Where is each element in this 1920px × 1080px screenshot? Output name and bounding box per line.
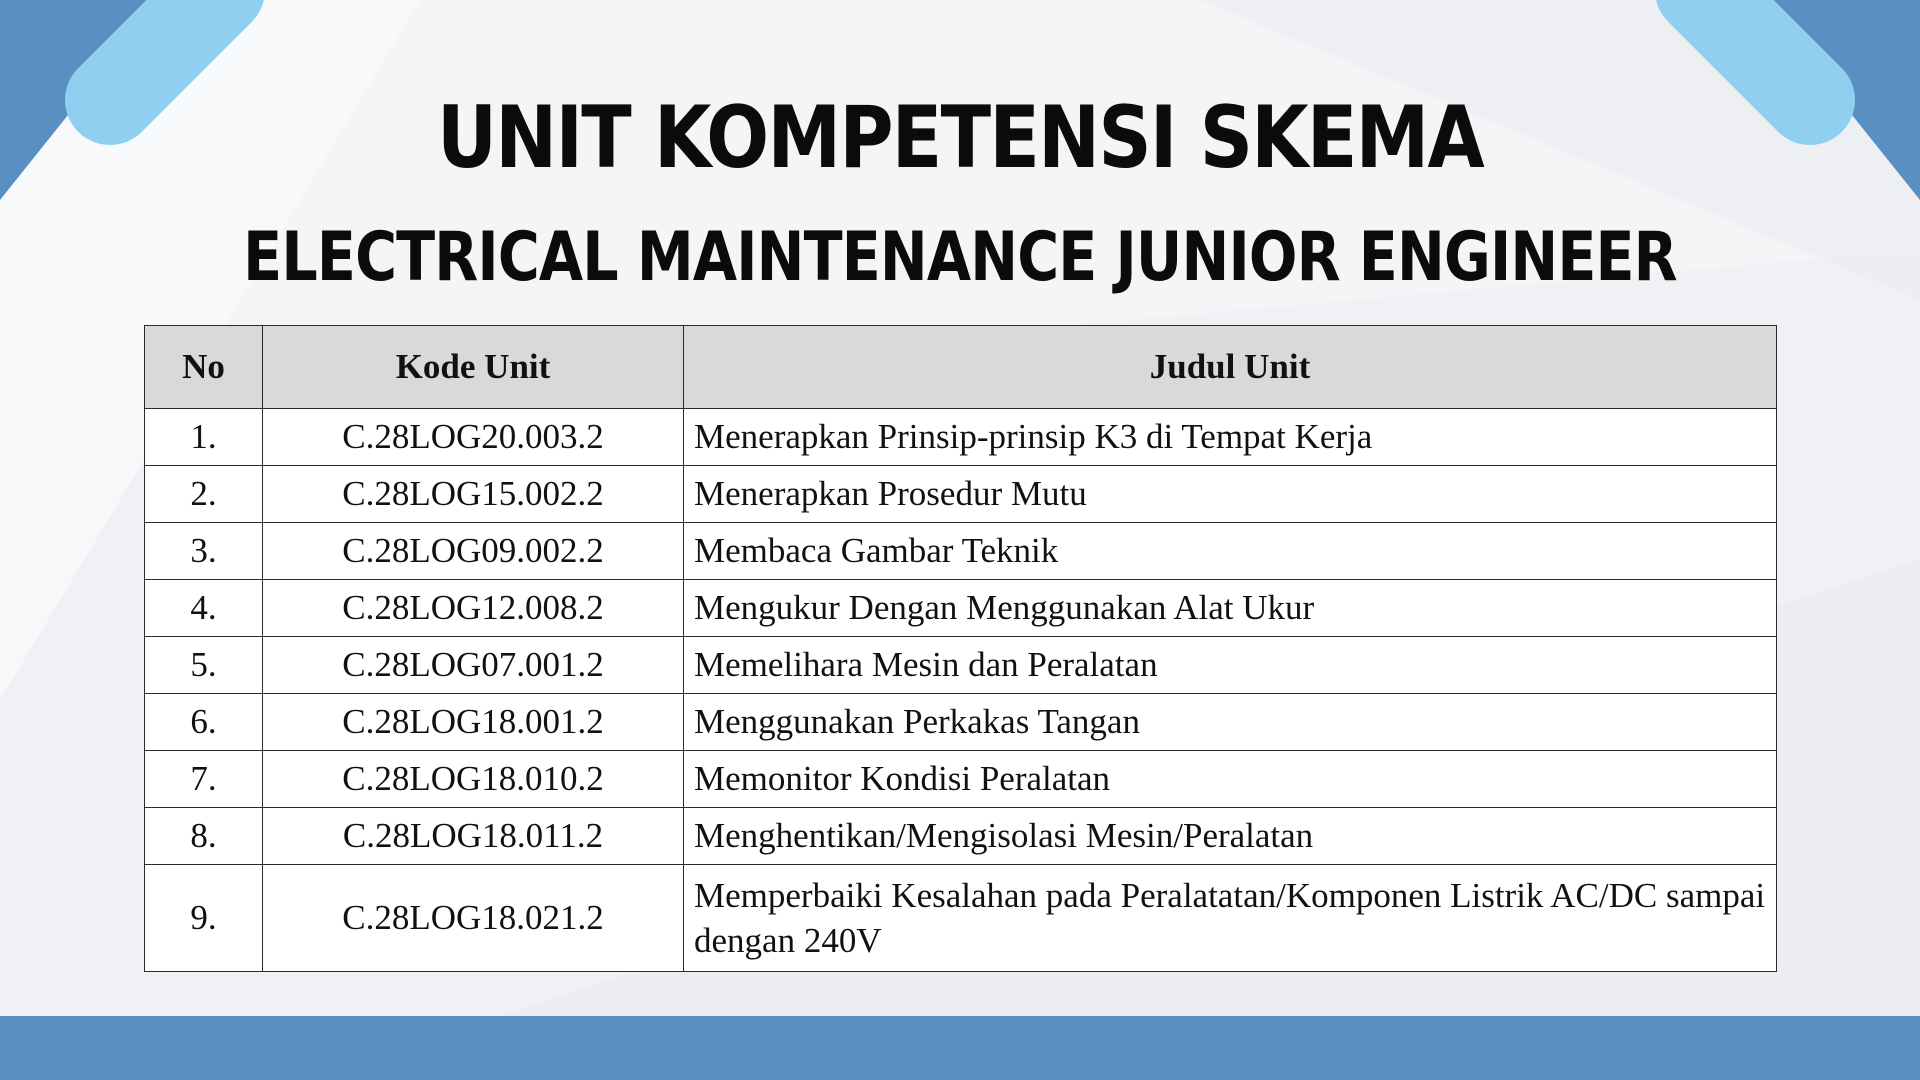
- column-header-code: Kode Unit: [263, 326, 684, 409]
- cell-no: 2.: [145, 466, 263, 523]
- cell-title: Mengukur Dengan Menggunakan Alat Ukur: [684, 580, 1777, 637]
- cell-code: C.28LOG18.001.2: [263, 694, 684, 751]
- cell-code: C.28LOG18.021.2: [263, 865, 684, 972]
- table-row: [145, 751, 1777, 808]
- table-row: [145, 466, 1777, 523]
- cell-code: C.28LOG15.002.2: [263, 466, 684, 523]
- table-row: [145, 694, 1777, 751]
- page-subtitle: ELECTRICAL MAINTENANCE JUNIOR ENGINEER: [243, 218, 1677, 297]
- cell-title: Menghentikan/Mengisolasi Mesin/Peralatan: [684, 808, 1777, 865]
- cell-code: C.28LOG12.008.2: [263, 580, 684, 637]
- cell-title: Menerapkan Prinsip-prinsip K3 di Tempat Kerja: [684, 409, 1777, 466]
- table-row: [145, 409, 1777, 466]
- cell-title: Membaca Gambar Teknik: [684, 523, 1777, 580]
- table-row: [145, 523, 1777, 580]
- cell-code: C.28LOG20.003.2: [263, 409, 684, 466]
- cell-title: Memonitor Kondisi Peralatan: [684, 751, 1777, 808]
- cell-no: 9.: [145, 865, 263, 972]
- cell-code: C.28LOG18.011.2: [263, 808, 684, 865]
- cell-no: 8.: [145, 808, 263, 865]
- competency-units-table: [144, 325, 1777, 972]
- cell-no: 1.: [145, 409, 263, 466]
- column-header-title: Judul Unit: [684, 326, 1777, 409]
- cell-no: 4.: [145, 580, 263, 637]
- cell-title: Memelihara Mesin dan Peralatan: [684, 637, 1777, 694]
- cell-code: C.28LOG09.002.2: [263, 523, 684, 580]
- cell-title: Memperbaiki Kesalahan pada Peralatatan/Komponen Listrik AC/DC sampai dengan 240V: [684, 865, 1777, 972]
- cell-title: Menggunakan Perkakas Tangan: [684, 694, 1777, 751]
- table-row: [145, 637, 1777, 694]
- cell-code: C.28LOG07.001.2: [263, 637, 684, 694]
- cell-no: 3.: [145, 523, 263, 580]
- table-header-row: [145, 326, 1777, 409]
- cell-title: Menerapkan Prosedur Mutu: [684, 466, 1777, 523]
- table-row: [145, 808, 1777, 865]
- table-row: [145, 865, 1777, 972]
- table-row: [145, 580, 1777, 637]
- page-title: UNIT KOMPETENSI SKEMA: [436, 88, 1484, 188]
- column-header-no: No: [145, 326, 263, 409]
- cell-no: 5.: [145, 637, 263, 694]
- cell-no: 6.: [145, 694, 263, 751]
- cell-code: C.28LOG18.010.2: [263, 751, 684, 808]
- cell-no: 7.: [145, 751, 263, 808]
- footer-bar: [0, 1016, 1920, 1080]
